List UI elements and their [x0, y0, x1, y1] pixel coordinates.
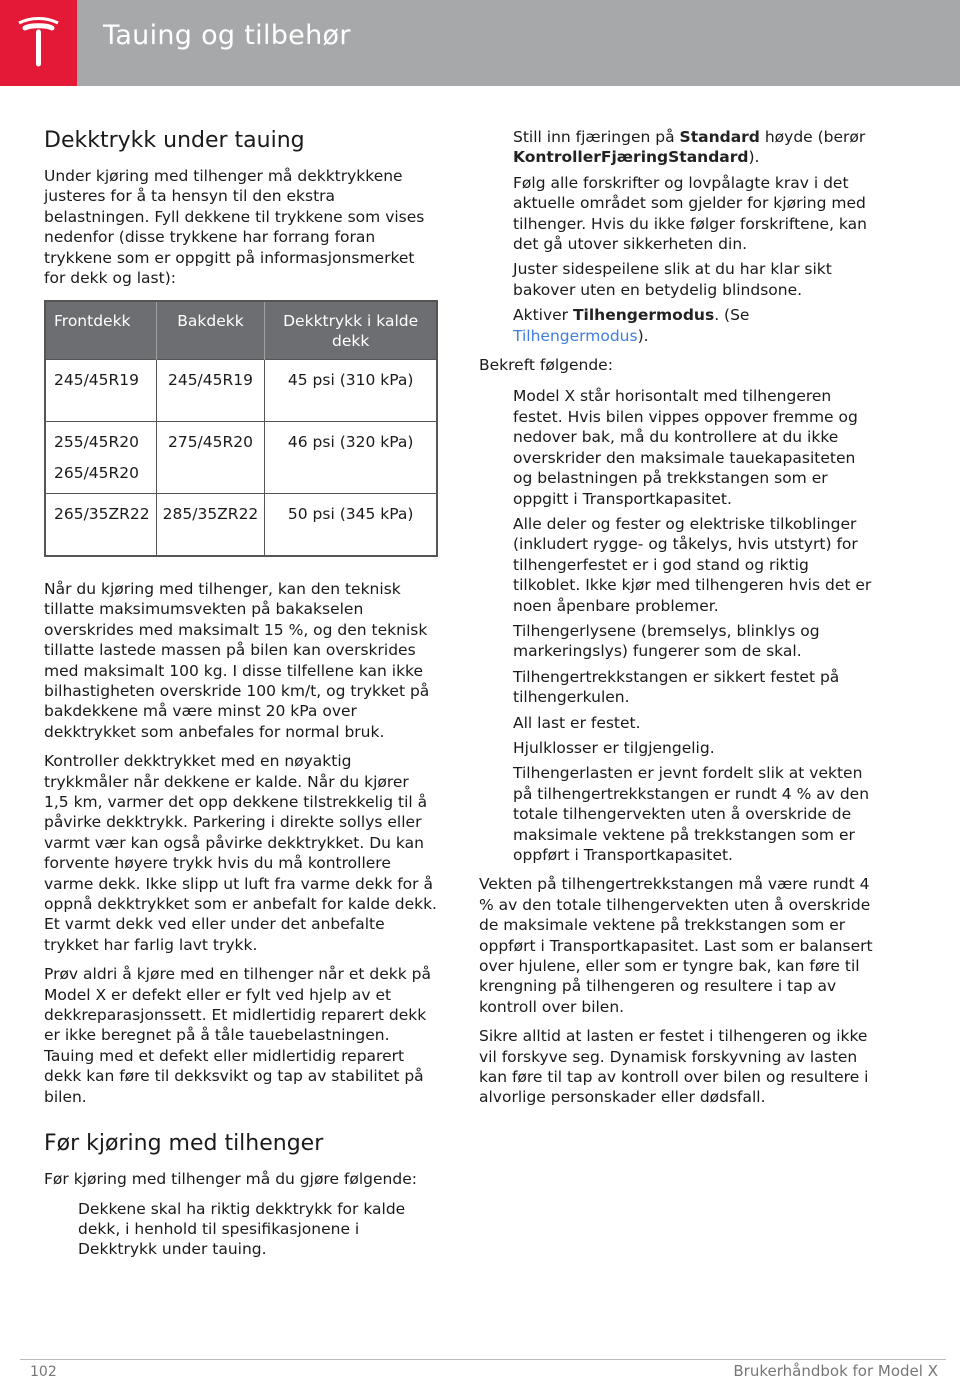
cell-front	[45, 422, 156, 494]
footer-manual-title: Brukerhåndbok for Model X	[733, 1362, 938, 1380]
page-number: 102	[30, 1364, 57, 1380]
paragraph-axle-load: Når du kjøring med tilhenger, kan den teknisk tillatte maksimumsvekten på bakakselen overskrides med maksimalt 15 %, og den teknisk tillatte lastede massen på bilen kan overskrides med maksimalt 100 kg. I disse tilfellene kan ikke bilhastigheten overskride 100 km/t, og trykket på bakdekkene må være minst 20 kPa over dekktrykket som anbefales for normal bruk.	[44, 579, 430, 741]
left-column	[44, 126, 438, 1269]
paragraph-before-towing: Før kjøring med tilhenger må du gjøre følgende:	[44, 1170, 417, 1189]
ui-label-trailer-mode: Tilhengermodus	[572, 306, 715, 325]
paragraph-defect-tire: Prøv aldri å kjøre med en tilhenger når et dekk på Model X er defekt eller er fylt ved hjelp av et dekkreparasjonssett. Et midlertidig reparert dekk er ikke beregnet på å tåle tauebelastningen. Tauing med et defekt eller midlertidig reparert dekk kan føre til dekksvikt og tap av stabilitet på bilen.	[44, 965, 431, 1106]
text-run: Still inn fjæringen på	[513, 128, 680, 146]
table-header-rear: Bakdekk	[156, 301, 265, 360]
page-section-title: Tauing og tilbehør	[103, 20, 351, 51]
list-item: Tilhengerlysene (bremselys, blinklys og markeringslys) fungerer som de skal.	[513, 621, 820, 661]
table-header-front: Frontdekk	[45, 301, 156, 360]
list-item: Tilhengertrekkstangen er sikkert festet på tilhengerkulen.	[513, 667, 840, 707]
text-run: ).	[637, 326, 649, 345]
link-trailer-mode[interactable]: Tilhengermodus	[513, 326, 638, 345]
cell-pressure: 46 psi (320 kPa)	[265, 422, 437, 494]
list-item: Dekkene skal ha riktig dekktrykk for kalde dekk, i henhold til spesifikasjonene i Dekktrykk under tauing.	[78, 1199, 406, 1259]
list-item: Model X står horisontalt med tilhengeren festet. Hvis bilen vippes oppover fremme og nedover bak, må du kontrollere at du ikke overskrider den maksimale tauekapasiteten og belastningen på trekkstangen som er oppgitt i Transportkapasitet.	[513, 387, 858, 508]
cell-front: 265/35ZR22	[45, 494, 156, 556]
paragraph-tongue-weight: Vekten på tilhengertrekkstangen må være rundt 4 % av den totale tilhengervekten uten å overskride de maksimale vektene på trekkstangen som er oppført i Transportkapasitet. Last som er balansert over hjulene, eller som er tyngre bak, kan føre til krengning på tilhengeren og resultere i tap av kontroll over bilen.	[479, 875, 873, 1016]
brand-logo	[0, 0, 77, 86]
list-item: Alle deler og fester og elektriske tilkoblinger (inkludert rygge- og tåkelys, hvis utstyrt) for tilhengerfestet er i god stand og riktig tilkoblet. Ikke kjør med tilhengeren hvis det er noen åpenbare problemer.	[513, 514, 872, 615]
table-header-pressure: Dekktrykk i kalde dekk	[265, 301, 437, 360]
paragraph-confirm: Bekreft følgende:	[479, 356, 613, 375]
cell-rear: 245/45R19	[156, 360, 265, 422]
text-run: høyde (berør	[759, 128, 866, 146]
list-item: Hjulklosser er tilgjengelig.	[513, 738, 715, 757]
list-item: All last er festet.	[513, 713, 641, 732]
heading-tire-pressure: Dekktrykk under tauing	[44, 128, 305, 153]
footer-divider	[20, 1359, 946, 1360]
tesla-logo-icon	[16, 16, 61, 68]
paragraph-check-pressure: Kontroller dekktrykket med en nøyaktig trykkmåler når dekkene er kalde. Når du kjører 1,5 km, varmer det opp dekkene tilstrekkelig til å påvirke dekktrykk. Parkering i direkte sollys eller varmt vær kan også påvirke dekktrykket. Du kan forvente høyere trykk hvis du må kontrollere varme dekk. Ikke slipp ut luft fra varme dekk for å oppnå dekktrykket som er anbefalt for kalde dekk. Et varmt dekk ved eller under det anbefalte trykket har farlig lavt trykk.	[44, 752, 437, 954]
heading-before-towing: Før kjøring med tilhenger	[44, 1131, 324, 1157]
list-item	[513, 127, 874, 168]
list-item	[513, 305, 874, 346]
cell-pressure: 50 psi (345 kPa)	[265, 494, 437, 556]
list-item: Følg alle forskrifter og lovpålagte krav i det aktuelle området som gjelder for kjøring med tilhenger. Hvis du ikke følger forskriftene, kan det gå utover sikkerheten din.	[513, 173, 867, 254]
cell-front: 245/45R19	[45, 360, 156, 422]
cell-front-line: 255/45R20	[54, 433, 140, 452]
text-run: ).	[748, 148, 760, 167]
page-header	[0, 0, 960, 86]
cell-pressure: 45 psi (310 kPa)	[265, 360, 437, 422]
text-run: . (Se	[714, 306, 750, 325]
paragraph-intro: Under kjøring med tilhenger må dekktrykkene justeres for å ta hensyn til den ekstra belastningen. Fyll dekkene til trykkene som vises nedenfor (disse trykkene har forrang foran trykkene som er oppgitt på informasjonsmerket for dekk og last):	[44, 167, 425, 288]
paragraph-secure-load: Sikre alltid at lasten er festet i tilhengeren og ikke vil forskyve seg. Dynamisk forskyvning av lasten kan føre til tap av kontroll over bilen og resultere i alvorlige personskader eller dødsfall.	[479, 1027, 869, 1107]
table-row	[45, 494, 437, 556]
list-item: Tilhengerlasten er jevnt fordelt slik at vekten på tilhengertrekkstangen er rundt 4 % av den totale tilhengervekten uten å overskride de maksimale vektene på trekkstangen som er oppført i Transportkapasitet.	[513, 764, 870, 864]
table-row	[45, 422, 437, 494]
cell-rear: 285/35ZR22	[156, 494, 265, 556]
list-item: Juster sidespeilene slik at du har klar sikt bakover uten en betydelig blindsone.	[513, 260, 832, 299]
ui-label-standard: Standard	[679, 128, 760, 146]
tire-pressure-table	[44, 300, 438, 557]
ui-path-suspension: KontrollerFjæringStandard	[513, 148, 749, 167]
cell-front-line: 265/45R20	[54, 463, 140, 482]
cell-rear: 275/45R20	[156, 422, 265, 494]
table-row	[45, 360, 437, 422]
text-run: Aktiver	[513, 306, 573, 325]
right-column	[479, 127, 874, 1117]
